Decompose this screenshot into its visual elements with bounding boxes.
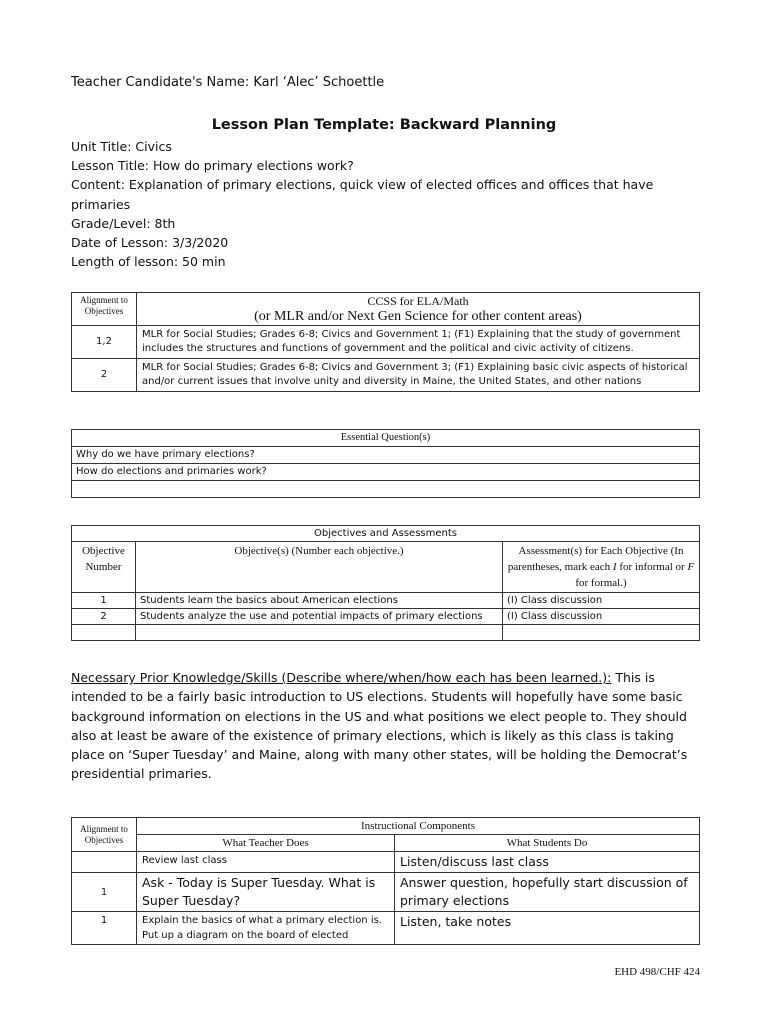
course-footer: EHD 498/CHF 424 bbox=[614, 966, 700, 978]
ccss-row-alignment: 2 bbox=[72, 359, 137, 392]
table-row bbox=[72, 873, 700, 912]
assessment-header-part: Assessment(s) for Each Objective (In parentheses, mark each bbox=[507, 545, 684, 573]
teacher-action: Ask - Today is Super Tuesday. What is Super Tuesday? bbox=[137, 873, 395, 912]
objective-header: Objective(s) (Number each objective.) bbox=[136, 542, 503, 593]
empty-cell bbox=[72, 625, 136, 641]
ic-alignment bbox=[72, 852, 137, 873]
ccss-row-text: MLR for Social Studies; Grades 6-8; Civics and Government 3; (F1) Explaining basic civic aspects of historical and/or current issues that involve unity and diversity in Maine, the United States, and other nations bbox=[137, 359, 700, 392]
ccss-header-line1: CCSS for ELA/Math bbox=[367, 294, 469, 308]
table-row bbox=[72, 593, 700, 609]
student-action: Listen, take notes bbox=[395, 912, 700, 945]
objective-number: 2 bbox=[72, 609, 136, 625]
table-row bbox=[72, 625, 700, 641]
student-action: Listen/discuss last class bbox=[395, 852, 700, 873]
informal-marker: I bbox=[612, 561, 617, 573]
objectives-header: Objectives and Assessments bbox=[72, 526, 700, 542]
table-row bbox=[72, 359, 700, 392]
ccss-row-text: MLR for Social Studies; Grades 6-8; Civics and Government 1; (F1) Explaining that the study of government includes the structures and functions of government and the political and civic activity of citizens. bbox=[137, 326, 700, 359]
essential-question: How do elections and primaries work? bbox=[72, 464, 700, 481]
ccss-alignment-header: Alignment to Objectives bbox=[72, 293, 137, 326]
prior-knowledge-heading: Necessary Prior Knowledge/Skills (Describe where/when/how each has been learned.): bbox=[71, 670, 612, 685]
candidate-name: Karl ‘Alec’ Schoettle bbox=[253, 75, 385, 90]
lesson-date: Date of Lesson: 3/3/2020 bbox=[71, 235, 229, 251]
essential-questions-table bbox=[71, 429, 700, 498]
grade-level: Grade/Level: 8th bbox=[71, 215, 176, 231]
objective-text: Students learn the basics about American elections bbox=[136, 593, 503, 609]
ic-alignment: 1 bbox=[72, 873, 137, 912]
student-action: Answer question, hopefully start discussion of primary elections bbox=[395, 873, 700, 912]
essential-question: Why do we have primary elections? bbox=[72, 447, 700, 464]
empty-cell bbox=[136, 625, 503, 641]
teacher-action: Review last class bbox=[137, 852, 395, 873]
objective-number: 1 bbox=[72, 593, 136, 609]
lesson-title: Lesson Title: How do primary elections work? bbox=[71, 158, 354, 174]
ic-alignment: 1 bbox=[72, 912, 137, 945]
teacher-candidate-line bbox=[71, 75, 384, 90]
lesson-length: Length of lesson: 50 min bbox=[71, 254, 226, 270]
essential-question bbox=[72, 481, 700, 498]
lesson-info bbox=[71, 137, 701, 271]
assessment-header-part: for formal.) bbox=[575, 577, 627, 589]
objectives-assessments-table bbox=[71, 525, 700, 641]
student-header: What Students Do bbox=[395, 835, 700, 852]
assessment-text: (I) Class discussion bbox=[503, 609, 700, 625]
objective-number-header: Objective Number bbox=[72, 542, 136, 593]
table-row bbox=[72, 326, 700, 359]
formal-marker: F bbox=[687, 561, 695, 573]
ccss-table bbox=[71, 292, 700, 392]
ic-alignment-header: Alignment to Objectives bbox=[72, 818, 137, 852]
ccss-standards-header bbox=[137, 293, 700, 326]
candidate-label: Teacher Candidate's Name: bbox=[71, 75, 250, 90]
teacher-header: What Teacher Does bbox=[137, 835, 395, 852]
lesson-content: Content: Explanation of primary elections, quick view of elected offices and offices that have primaries bbox=[71, 177, 654, 212]
page-title: Lesson Plan Template: Backward Planning bbox=[211, 117, 557, 133]
assessment-text: (I) Class discussion bbox=[503, 593, 700, 609]
ccss-row-alignment: 1,2 bbox=[72, 326, 137, 359]
assessment-header-part: for informal or bbox=[616, 561, 688, 573]
unit-title: Unit Title: Civics bbox=[71, 139, 172, 154]
assessment-header bbox=[503, 542, 700, 593]
ccss-header-line2: (or MLR and/or Next Gen Science for other content areas) bbox=[254, 309, 582, 324]
table-row bbox=[72, 852, 700, 873]
empty-cell bbox=[503, 625, 700, 641]
prior-knowledge-body: This is intended to be a fairly basic introduction to US elections. Students will hopefully have some basic background information on elections in the US and what positions we elect people to. They should also at least be aware of the existence of primary elections, which is likely as this class is taking place on ‘Super Tuesday’ and Maine, along with many other states, will be holding the Democrat’s presidential primaries. bbox=[71, 670, 688, 782]
instructional-components-table bbox=[71, 817, 700, 945]
objective-text: Students analyze the use and potential impacts of primary elections bbox=[136, 609, 503, 625]
prior-knowledge bbox=[71, 668, 701, 784]
table-row bbox=[72, 609, 700, 625]
table-row bbox=[72, 912, 700, 945]
ic-header: Instructional Components bbox=[137, 818, 700, 835]
teacher-action: Explain the basics of what a primary election is. Put up a diagram on the board of elected bbox=[137, 912, 395, 945]
essential-questions-header: Essential Question(s) bbox=[72, 430, 700, 447]
